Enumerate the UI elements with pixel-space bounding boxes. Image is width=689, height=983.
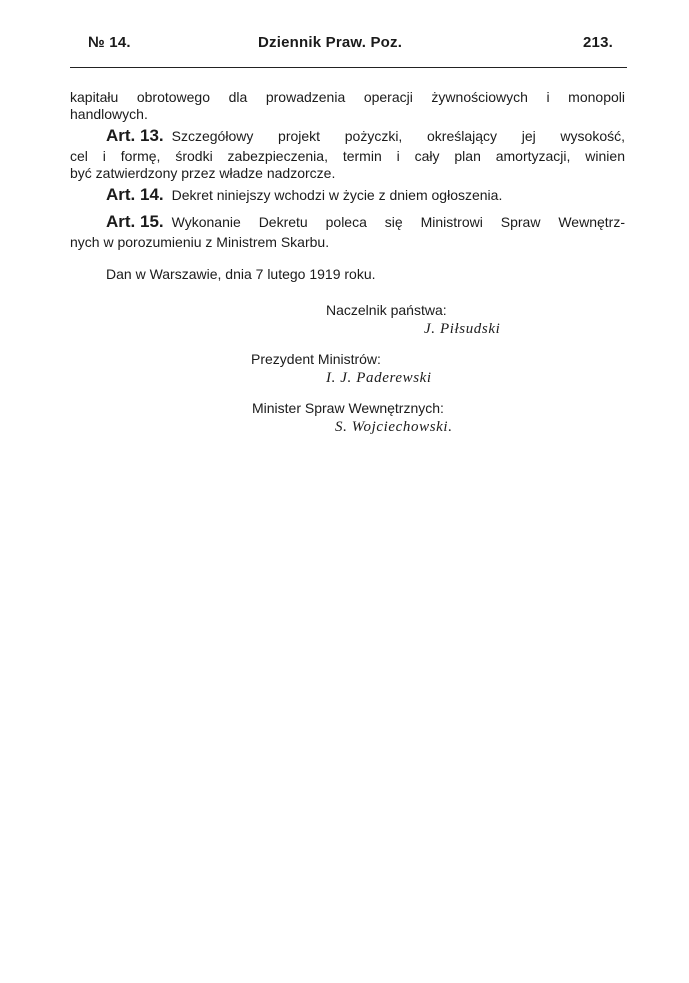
art-13-label: Art. 13. [106,126,164,145]
signature-name-pilsudski: J. Piłsudski [424,321,501,337]
continuation-line-1: kapitału obrotowego dla prowadzenia operacji żywnościowych i monopoli [70,89,625,105]
date-line: Dan w Warszawie, dnia 7 lutego 1919 roku. [106,266,376,282]
journal-title: Dziennik Praw. Poz. [258,34,403,51]
page-number: 213. [583,34,613,51]
signature-title-prime-minister: Prezydent Ministrów: [251,351,381,367]
signature-name-wojciechowski: S. Wojciechowski. [335,419,453,435]
issue-number: № 14. [88,34,131,51]
art-13-line-1: Szczegółowy projekt pożyczki, określający jej wysokość, [171,128,625,144]
art-15-first-line [106,213,625,231]
signature-title-head-of-state: Naczelnik państwa: [326,302,447,318]
continuation-line-2: handlowych. [70,106,148,122]
art-15-label: Art. 15. [106,212,164,231]
header-rule [70,67,627,68]
art-14-label: Art. 14. [106,185,164,204]
art-13-line-2: cel i formę, środki zabezpieczenia, termin i cały plan amortyzacji, winien [70,148,625,164]
signature-name-paderewski: I. J. Paderewski [326,370,432,386]
art-14-line-1: Dekret niniejszy wchodzi w życie z dniem ogłoszenia. [171,187,503,203]
art-14-paragraph [106,186,502,204]
art-13-first-line [106,127,625,145]
art-15-line-2: nych w porozumieniu z Ministrem Skarbu. [70,234,330,250]
art-13-line-3: być zatwierdzony przez władze nadzorcze. [70,165,336,181]
art-15-line-1: Wykonanie Dekretu poleca się Ministrowi Spraw Wewnętrz- [171,214,625,230]
signature-title-interior-minister: Minister Spraw Wewnętrznych: [252,400,444,416]
